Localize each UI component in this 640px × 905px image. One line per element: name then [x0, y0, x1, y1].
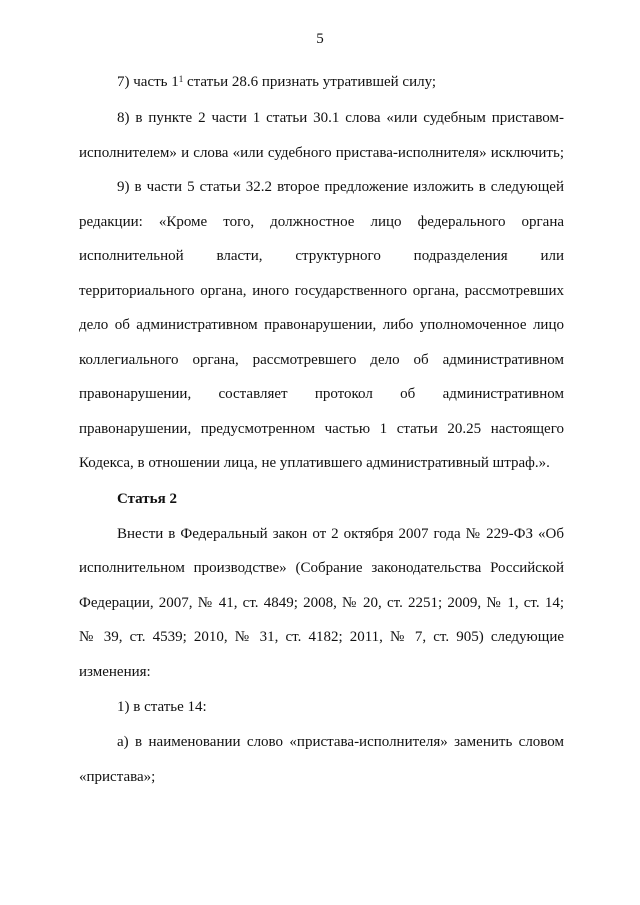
- paragraph-7: [117, 72, 436, 92]
- paragraph-8-line-2: исполнителем» и слова «или судебного пристава-исполнителя» исключить;: [79, 145, 564, 161]
- paragraph-8-line-1: 8) в пункте 2 части 1 статьи 30.1 слова «или судебным приставом-: [117, 110, 564, 126]
- item-a-line-2: «пристава»;: [79, 769, 156, 785]
- article-2-heading: Статья 2: [117, 491, 177, 507]
- paragraph-9-line-3: исполнительной власти, структурного подразделения или: [79, 248, 564, 264]
- item-1: 1) в статье 14:: [117, 699, 207, 715]
- article-2-intro-line-2: исполнительном производстве» (Собрание законодательства Российской: [79, 560, 564, 576]
- paragraph-9-line-2: редакции: «Кроме того, должностное лицо федерального органа: [79, 214, 564, 230]
- paragraph-9-line-5: дело об административном правонарушении, либо уполномоченное лицо: [79, 317, 564, 333]
- paragraph-7-text-cont: статьи 28.6 признать утратившей силу;: [183, 74, 437, 90]
- paragraph-7-text: 7) часть 1: [117, 74, 179, 90]
- page-number: 5: [316, 31, 324, 47]
- article-2-intro-line-1: Внести в Федеральный закон от 2 октября 2007 года № 229-ФЗ «Об: [117, 526, 564, 542]
- paragraph-9-line-4: территориального органа, иного государственного органа, рассмотревших: [79, 283, 564, 299]
- article-2-intro-line-4: № 39, ст. 4539; 2010, № 31, ст. 4182; 2011, № 7, ст. 905) следующие: [79, 629, 564, 645]
- paragraph-9-line-1: 9) в части 5 статьи 32.2 второе предложение изложить в следующей: [117, 179, 564, 195]
- item-a-line-1: а) в наименовании слово «пристава-исполнителя» заменить словом: [117, 734, 564, 750]
- article-2-intro-line-5: изменения:: [79, 664, 151, 680]
- paragraph-9-line-6: коллегиального органа, рассмотревшего дело об административном: [79, 352, 564, 368]
- paragraph-9-line-9: Кодекса, в отношении лица, не уплатившего административный штраф.».: [79, 455, 550, 471]
- article-2-intro-line-3: Федерации, 2007, № 41, ст. 4849; 2008, № 20, ст. 2251; 2009, № 1, ст. 14;: [79, 595, 564, 611]
- paragraph-9-line-7: правонарушении, составляет протокол об административном: [79, 386, 564, 402]
- paragraph-9-line-8: правонарушении, предусмотренном частью 1 статьи 20.25 настоящего: [79, 421, 564, 437]
- paragraph-7-superscript: 1: [178, 74, 184, 84]
